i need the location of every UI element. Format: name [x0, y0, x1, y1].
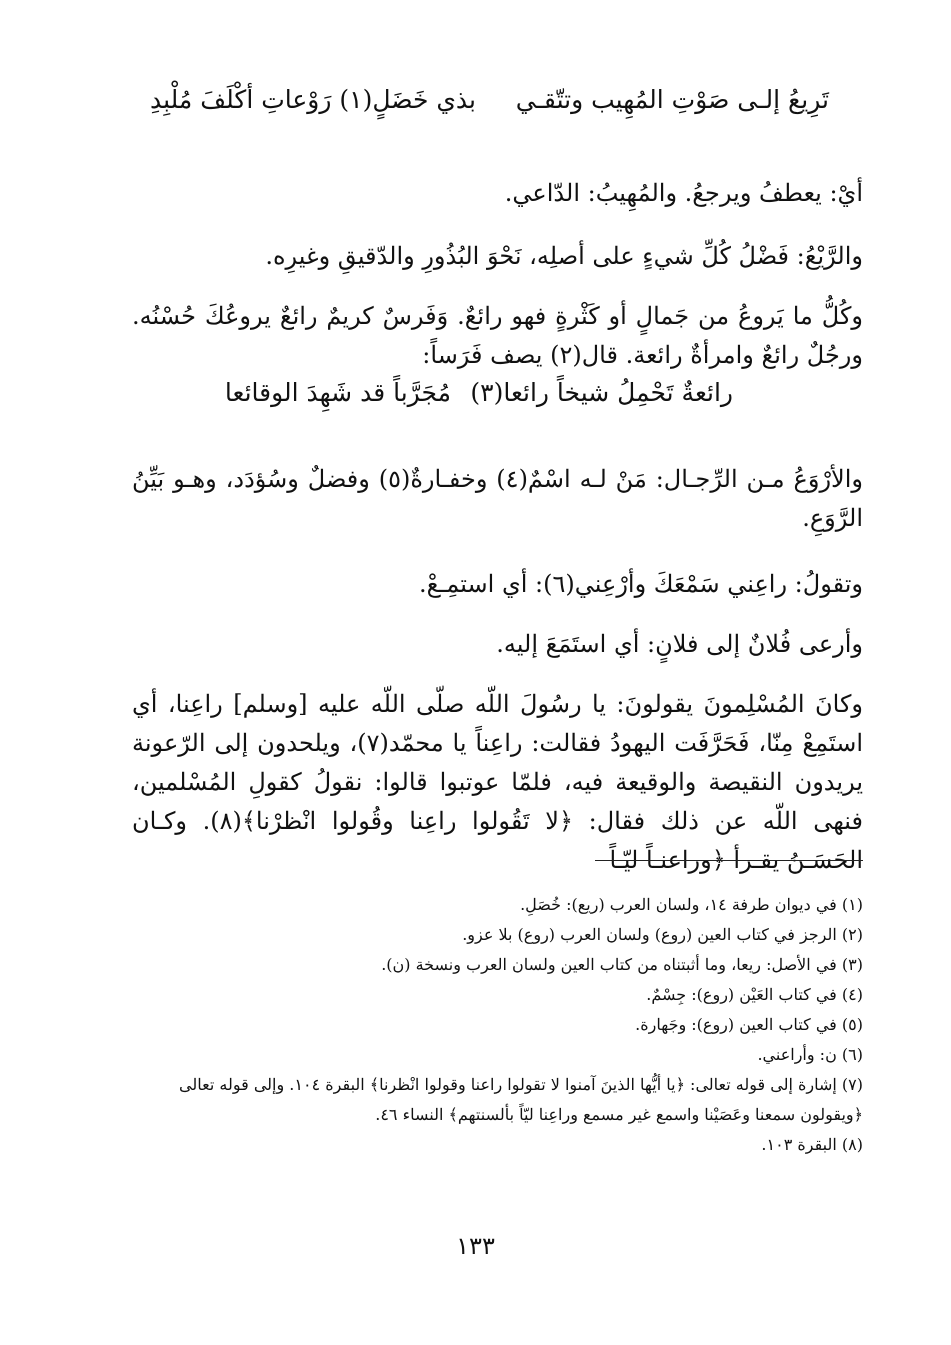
body-paragraph: والأرْوَعُ مـن الرِّجـال: مَنْ لـه اسْمٌ(٤) وخفـارةٌ(٥) وفضلٌ وسُؤدَد، وهـو بَيِّنُ الرَّوَعِ. [132, 465, 864, 532]
page-number: ١٣٣ [456, 1232, 495, 1260]
verse-first-hemistich: رائعةٌ تَحْمِلُ شيخاً رائعا(٣) [470, 378, 733, 407]
body-paragraph: وتقولُ: راعِني سَمْعَكَ وأرْعِني(٦): أي استمِـعْ. [419, 570, 863, 598]
footnote: (٥) في كتاب العين (روع): وجَهارة. [635, 1015, 863, 1034]
footnote: (٨) البقرة ١٠٣. [761, 1135, 863, 1154]
poetry-verse [0, 84, 951, 124]
footnote: (٧) إشارة إلى قوله تعالى: ﴿يا أيُّها الذينَ آمنوا لا تقولوا راعنا وقولوا انْظرنا﴾ البقرة ١٠٤. وإلى قوله تعالى ﴿ويقولون سمعنا وعَصَيْنا واسمع غير مسمع وراعِنا ليّاً بألسنتهم﴾ النساء ٤٦. [179, 1075, 863, 1124]
body-paragraph: وكانَ المُسْلِمونَ يقولونَ: يا رسُولَ اللّه صلّى اللّه عليه [وسلم] راعِنا، أي استَمِعْ مِنّا، فَحَرَّفَت اليهودُ فقالت: راعِناً يا محمّد(٧)، ويلحدون إلى الرّعونة يريدون النقيصة والوقيعة فيه، فلمّا عوتبوا قالوا: نقولُ كقولِ المُسْلمين، فنهى اللّه عن ذلك فقال: ﴿لا تَقُولوا راعِنا وقُولوا انْظرْنا﴾(٨). وكـان الحَسَـنُ يقـرأ ﴿وراعنـاً ليّـاً [132, 690, 864, 874]
body-paragraph: والرَّيْعُ: فَضْلُ كُلِّ شيءٍ على أصلِه، نَحْوَ البُذُورِ والدّقيقِ وغيرِه. [265, 242, 863, 270]
verse-second-hemistich: مُجَرَّباً قد شَهِدَ الوقائعا [224, 378, 451, 407]
footnote-separator [595, 860, 863, 861]
body-paragraph: وكُلُّ ما يَروعُ من جَمالٍ أو كَثْرةٍ فهو رائعٌ. وَفَرسٌ كريمٌ رائعٌ يروعُكَ حُسْنُه. ورجُلٌ رائعٌ وامرأةٌ رائعة. قال(٢) يصف فَرَساً: [132, 302, 863, 369]
footnote: (٤) في كتاب العَيْن (روع): جِسْمٌ. [646, 985, 863, 1004]
footnote: (٦) ن: وأراعني. [757, 1045, 863, 1064]
footnote: (٢) الرجز في كتاب العين (روع) ولسان العرب (روع) بلا عزو. [462, 925, 863, 944]
verse-first-hemistich: تَرِيعُ إلـى صَوْتِ المُهِيب وتتّقـي [515, 85, 829, 114]
poetry-verse [0, 377, 951, 417]
footnote: (١) في ديوان طرفة ١٤، ولسان العرب (ريع): خُصَلِ. [520, 895, 863, 914]
verse-second-hemistich: بذي خَضَلٍ(١) رَوْعاتِ أكْلَفَ مُلْبِدِ [149, 85, 476, 114]
footnote: (٣) في الأصل: ريعا، وما أثبتناه من كتاب العين ولسان العرب ونسخة (ن). [381, 955, 863, 974]
body-paragraph: أيْ: يعطفُ ويرجعُ. والمُهِيبُ: الدّاعي. [504, 179, 863, 207]
body-paragraph: وأرعى فُلانٌ إلى فلانٍ: أي استَمَعَ إليه. [496, 630, 863, 658]
footnotes [132, 890, 863, 1160]
